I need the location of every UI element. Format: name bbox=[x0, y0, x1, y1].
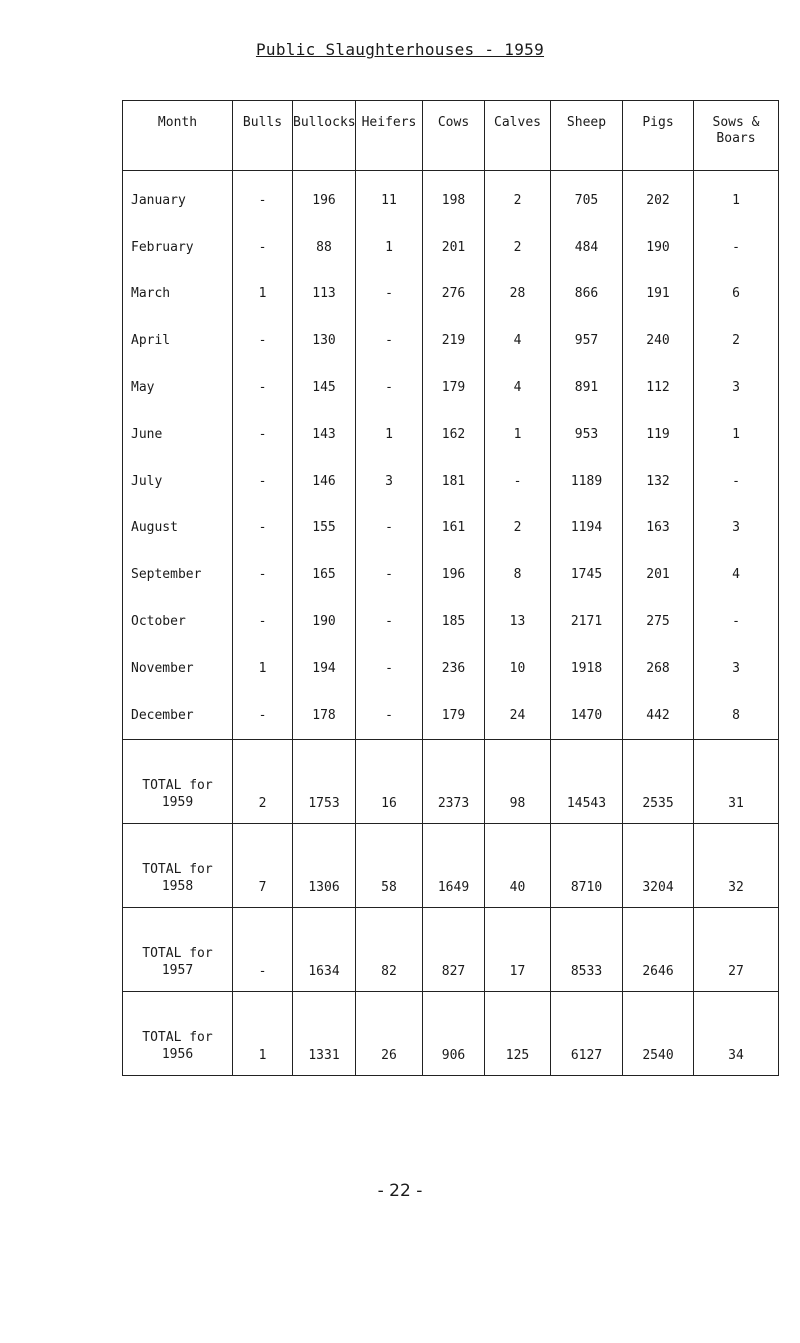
value-cell: 190 bbox=[623, 224, 694, 271]
page-title: Public Slaughterhouses - 1959 bbox=[255, 40, 545, 59]
header-row bbox=[123, 101, 779, 171]
total-value-cell: 1634 bbox=[293, 907, 356, 991]
value-cell: - bbox=[233, 224, 293, 271]
value-cell: 1 bbox=[233, 271, 293, 318]
column-header: Heifers bbox=[356, 101, 423, 171]
column-header: Sheep bbox=[551, 101, 623, 171]
total-value-cell: 2540 bbox=[623, 991, 694, 1075]
total-value-cell: 34 bbox=[694, 991, 779, 1075]
table-row bbox=[123, 364, 779, 411]
value-cell: 2 bbox=[694, 317, 779, 364]
table-row bbox=[123, 645, 779, 692]
value-cell: 185 bbox=[423, 598, 485, 645]
value-cell: 28 bbox=[485, 271, 551, 318]
table-row bbox=[123, 458, 779, 505]
value-cell: - bbox=[694, 598, 779, 645]
value-cell: 13 bbox=[485, 598, 551, 645]
value-cell: 236 bbox=[423, 645, 485, 692]
total-rows bbox=[123, 739, 779, 1075]
value-cell: - bbox=[233, 505, 293, 552]
value-cell: 179 bbox=[423, 692, 485, 739]
value-cell: 1194 bbox=[551, 505, 623, 552]
value-cell: 276 bbox=[423, 271, 485, 318]
value-cell: 1 bbox=[485, 411, 551, 458]
total-value-cell: 6127 bbox=[551, 991, 623, 1075]
value-cell: 219 bbox=[423, 317, 485, 364]
value-cell: 146 bbox=[293, 458, 356, 505]
value-cell: 4 bbox=[485, 317, 551, 364]
total-value-cell: 32 bbox=[694, 823, 779, 907]
value-cell: 165 bbox=[293, 551, 356, 598]
total-label: TOTAL for bbox=[142, 861, 213, 877]
total-value-cell: 2373 bbox=[423, 739, 485, 823]
value-cell: 1470 bbox=[551, 692, 623, 739]
total-value-cell: 26 bbox=[356, 991, 423, 1075]
total-value-cell: 1331 bbox=[293, 991, 356, 1075]
value-cell: - bbox=[356, 598, 423, 645]
value-cell: 10 bbox=[485, 645, 551, 692]
table-row bbox=[123, 317, 779, 364]
total-value-cell: 2535 bbox=[623, 739, 694, 823]
total-value-cell: 31 bbox=[694, 739, 779, 823]
total-value-cell: - bbox=[233, 907, 293, 991]
value-cell: 953 bbox=[551, 411, 623, 458]
table-row bbox=[123, 224, 779, 271]
month-rows bbox=[123, 171, 779, 740]
total-label: TOTAL for bbox=[142, 777, 213, 793]
total-label-cell bbox=[123, 739, 233, 823]
column-header: Pigs bbox=[623, 101, 694, 171]
column-header: Bullocks bbox=[293, 101, 356, 171]
value-cell: - bbox=[233, 598, 293, 645]
month-cell: November bbox=[123, 645, 233, 692]
column-header: Month bbox=[123, 101, 233, 171]
value-cell: 162 bbox=[423, 411, 485, 458]
total-value-cell: 40 bbox=[485, 823, 551, 907]
total-value-cell: 906 bbox=[423, 991, 485, 1075]
value-cell: 3 bbox=[694, 505, 779, 552]
table-row bbox=[123, 171, 779, 224]
total-label-cell bbox=[123, 907, 233, 991]
value-cell: - bbox=[233, 692, 293, 739]
value-cell: 1189 bbox=[551, 458, 623, 505]
value-cell: 161 bbox=[423, 505, 485, 552]
month-cell: December bbox=[123, 692, 233, 739]
total-year: 1957 bbox=[161, 962, 194, 978]
total-value-cell: 8533 bbox=[551, 907, 623, 991]
total-value-cell: 16 bbox=[356, 739, 423, 823]
slaughter-table bbox=[122, 100, 779, 1076]
total-label-cell bbox=[123, 823, 233, 907]
total-value-cell: 1306 bbox=[293, 823, 356, 907]
value-cell: 2 bbox=[485, 505, 551, 552]
table-row bbox=[123, 692, 779, 739]
value-cell: 191 bbox=[623, 271, 694, 318]
total-value-cell: 14543 bbox=[551, 739, 623, 823]
value-cell: - bbox=[356, 645, 423, 692]
value-cell: 957 bbox=[551, 317, 623, 364]
month-cell: April bbox=[123, 317, 233, 364]
month-cell: July bbox=[123, 458, 233, 505]
table-row bbox=[123, 505, 779, 552]
value-cell: 3 bbox=[694, 364, 779, 411]
total-value-cell: 1649 bbox=[423, 823, 485, 907]
value-cell: - bbox=[233, 317, 293, 364]
value-cell: 866 bbox=[551, 271, 623, 318]
month-cell: May bbox=[123, 364, 233, 411]
table-row bbox=[123, 271, 779, 318]
value-cell: - bbox=[485, 458, 551, 505]
page-number: - 22 - bbox=[377, 1181, 423, 1201]
value-cell: 1 bbox=[356, 224, 423, 271]
total-year: 1959 bbox=[161, 794, 194, 810]
value-cell: 6 bbox=[694, 271, 779, 318]
value-cell: 1 bbox=[694, 171, 779, 224]
value-cell: 1 bbox=[356, 411, 423, 458]
value-cell: 11 bbox=[356, 171, 423, 224]
value-cell: 4 bbox=[694, 551, 779, 598]
value-cell: 181 bbox=[423, 458, 485, 505]
table-row bbox=[123, 551, 779, 598]
column-header: Cows bbox=[423, 101, 485, 171]
value-cell: 1745 bbox=[551, 551, 623, 598]
value-cell: - bbox=[356, 692, 423, 739]
column-header: Sows & Boars bbox=[694, 101, 779, 171]
month-cell: February bbox=[123, 224, 233, 271]
total-row bbox=[123, 823, 779, 907]
total-value-cell: 17 bbox=[485, 907, 551, 991]
value-cell: - bbox=[233, 171, 293, 224]
value-cell: 163 bbox=[623, 505, 694, 552]
value-cell: 2 bbox=[485, 224, 551, 271]
total-row bbox=[123, 739, 779, 823]
value-cell: 155 bbox=[293, 505, 356, 552]
month-cell: January bbox=[123, 171, 233, 224]
value-cell: - bbox=[356, 505, 423, 552]
value-cell: 88 bbox=[293, 224, 356, 271]
total-value-cell: 2646 bbox=[623, 907, 694, 991]
value-cell: 8 bbox=[694, 692, 779, 739]
value-cell: - bbox=[694, 458, 779, 505]
total-value-cell: 58 bbox=[356, 823, 423, 907]
total-year: 1958 bbox=[161, 878, 194, 894]
total-value-cell: 2 bbox=[233, 739, 293, 823]
value-cell: 178 bbox=[293, 692, 356, 739]
value-cell: 24 bbox=[485, 692, 551, 739]
value-cell: 145 bbox=[293, 364, 356, 411]
value-cell: - bbox=[233, 551, 293, 598]
value-cell: - bbox=[356, 317, 423, 364]
value-cell: 132 bbox=[623, 458, 694, 505]
value-cell: 1918 bbox=[551, 645, 623, 692]
value-cell: - bbox=[356, 271, 423, 318]
value-cell: 201 bbox=[623, 551, 694, 598]
value-cell: 268 bbox=[623, 645, 694, 692]
value-cell: 891 bbox=[551, 364, 623, 411]
month-cell: August bbox=[123, 505, 233, 552]
value-cell: - bbox=[356, 551, 423, 598]
total-value-cell: 7 bbox=[233, 823, 293, 907]
value-cell: 2 bbox=[485, 171, 551, 224]
value-cell: 113 bbox=[293, 271, 356, 318]
value-cell: - bbox=[233, 458, 293, 505]
value-cell: 1 bbox=[694, 411, 779, 458]
total-value-cell: 82 bbox=[356, 907, 423, 991]
value-cell: 198 bbox=[423, 171, 485, 224]
total-label-cell bbox=[123, 991, 233, 1075]
value-cell: 2171 bbox=[551, 598, 623, 645]
total-value-cell: 3204 bbox=[623, 823, 694, 907]
value-cell: 143 bbox=[293, 411, 356, 458]
column-header: Calves bbox=[485, 101, 551, 171]
total-value-cell: 1753 bbox=[293, 739, 356, 823]
value-cell: 442 bbox=[623, 692, 694, 739]
value-cell: 202 bbox=[623, 171, 694, 224]
table-row bbox=[123, 598, 779, 645]
month-cell: September bbox=[123, 551, 233, 598]
value-cell: 190 bbox=[293, 598, 356, 645]
value-cell: 8 bbox=[485, 551, 551, 598]
value-cell: - bbox=[694, 224, 779, 271]
table-row bbox=[123, 411, 779, 458]
value-cell: 3 bbox=[356, 458, 423, 505]
value-cell: 130 bbox=[293, 317, 356, 364]
value-cell: 194 bbox=[293, 645, 356, 692]
total-value-cell: 98 bbox=[485, 739, 551, 823]
value-cell: - bbox=[233, 411, 293, 458]
column-header: Bulls bbox=[233, 101, 293, 171]
value-cell: - bbox=[356, 364, 423, 411]
value-cell: 3 bbox=[694, 645, 779, 692]
value-cell: 119 bbox=[623, 411, 694, 458]
value-cell: 196 bbox=[293, 171, 356, 224]
value-cell: 275 bbox=[623, 598, 694, 645]
total-value-cell: 125 bbox=[485, 991, 551, 1075]
value-cell: 4 bbox=[485, 364, 551, 411]
value-cell: 112 bbox=[623, 364, 694, 411]
total-row bbox=[123, 991, 779, 1075]
value-cell: 179 bbox=[423, 364, 485, 411]
value-cell: 201 bbox=[423, 224, 485, 271]
value-cell: 1 bbox=[233, 645, 293, 692]
value-cell: 240 bbox=[623, 317, 694, 364]
month-cell: October bbox=[123, 598, 233, 645]
total-value-cell: 8710 bbox=[551, 823, 623, 907]
value-cell: - bbox=[233, 364, 293, 411]
total-row bbox=[123, 907, 779, 991]
value-cell: 484 bbox=[551, 224, 623, 271]
value-cell: 705 bbox=[551, 171, 623, 224]
total-label: TOTAL for bbox=[142, 945, 213, 961]
total-value-cell: 27 bbox=[694, 907, 779, 991]
month-cell: June bbox=[123, 411, 233, 458]
month-cell: March bbox=[123, 271, 233, 318]
total-year: 1956 bbox=[161, 1046, 194, 1062]
value-cell: 196 bbox=[423, 551, 485, 598]
total-label: TOTAL for bbox=[142, 1029, 213, 1045]
total-value-cell: 827 bbox=[423, 907, 485, 991]
total-value-cell: 1 bbox=[233, 991, 293, 1075]
